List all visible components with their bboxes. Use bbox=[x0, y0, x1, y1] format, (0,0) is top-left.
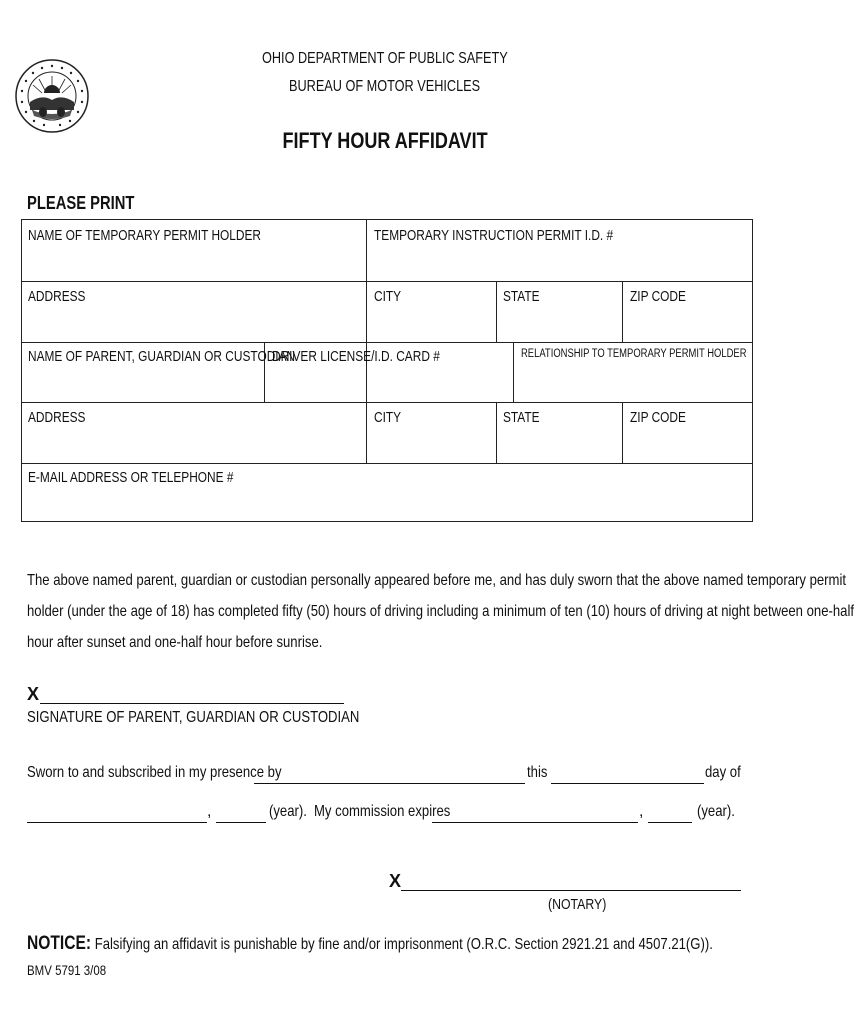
comma-2: , bbox=[639, 803, 644, 820]
sworn-by-line[interactable] bbox=[254, 783, 525, 784]
day-of-text: day of bbox=[705, 764, 741, 781]
commission-text: My commission expires bbox=[314, 803, 451, 820]
form-number: BMV 5791 3/08 bbox=[27, 962, 107, 978]
sworn-text: Sworn to and subscribed in my presence by bbox=[27, 764, 282, 781]
driver-license-field[interactable]: DRIVER LICENSE/I.D. CARD # bbox=[272, 349, 440, 365]
holder-city-field[interactable]: CITY bbox=[374, 289, 402, 305]
affidavit-statement bbox=[27, 565, 854, 658]
this-text: this bbox=[527, 764, 548, 781]
parent-signature-label: SIGNATURE OF PARENT, GUARDIAN OR CUSTODIAN bbox=[27, 709, 360, 726]
relationship-field[interactable]: RELATIONSHIP TO TEMPORARY PERMIT HOLDER bbox=[521, 348, 747, 360]
permit-holder-name-field[interactable]: NAME OF TEMPORARY PERMIT HOLDER bbox=[28, 228, 262, 244]
agency-line-1: OHIO DEPARTMENT OF PUBLIC SAFETY bbox=[262, 50, 508, 67]
parent-city-field[interactable]: CITY bbox=[374, 410, 402, 426]
ohio-seal-icon bbox=[14, 48, 90, 188]
notary-signature-x: X bbox=[389, 871, 402, 891]
year-text-2: (year). bbox=[697, 803, 735, 820]
holder-address-field[interactable]: ADDRESS bbox=[28, 289, 86, 305]
parent-name-field[interactable]: NAME OF PARENT, GUARDIAN OR CUSTODIAN bbox=[28, 349, 296, 365]
applicant-info-grid bbox=[21, 219, 753, 522]
email-phone-field[interactable]: E-MAIL ADDRESS OR TELEPHONE # bbox=[28, 470, 234, 486]
form-title bbox=[200, 128, 570, 154]
bureau-name bbox=[200, 78, 570, 96]
parent-signature-line[interactable] bbox=[40, 703, 344, 704]
please-print-heading: PLEASE PRINT bbox=[27, 193, 135, 213]
year-line[interactable] bbox=[216, 822, 266, 823]
form-title-text: FIFTY HOUR AFFIDAVIT bbox=[282, 128, 488, 153]
comma-1: , bbox=[207, 803, 212, 820]
month-line[interactable] bbox=[27, 822, 207, 823]
parent-zip-field[interactable]: ZIP CODE bbox=[630, 410, 686, 426]
notice bbox=[27, 933, 713, 955]
notice-text: Falsifying an affidavit is punishable by fine and/or imprisonment (O.R.C. Section 2921.21 and 4507.21(G)). bbox=[94, 936, 713, 953]
agency-name bbox=[200, 50, 570, 68]
permit-id-field[interactable]: TEMPORARY INSTRUCTION PERMIT I.D. # bbox=[374, 228, 614, 244]
holder-state-field[interactable]: STATE bbox=[503, 289, 540, 305]
statement-line-2: holder (under the age of 18) has completed fifty (50) hours of driving including a minimum of ten (10) hours of driving at night between one-half bbox=[27, 603, 854, 620]
holder-zip-field[interactable]: ZIP CODE bbox=[630, 289, 686, 305]
commission-expires-line[interactable] bbox=[432, 822, 638, 823]
statement-line-3: hour after sunset and one-half hour before sunrise. bbox=[27, 634, 323, 651]
statement-line-1: The above named parent, guardian or custodian personally appeared before me, and has duly sworn that the above named temporary permit bbox=[27, 572, 847, 589]
parent-signature-x: X bbox=[27, 684, 40, 704]
day-line[interactable] bbox=[551, 783, 704, 784]
notary-label: (NOTARY) bbox=[548, 896, 607, 913]
year-text: (year). bbox=[269, 803, 307, 820]
commission-year-line[interactable] bbox=[648, 822, 692, 823]
notary-signature-line[interactable] bbox=[401, 890, 741, 891]
parent-state-field[interactable]: STATE bbox=[503, 410, 540, 426]
notice-heading: NOTICE: bbox=[27, 933, 92, 954]
agency-line-2: BUREAU OF MOTOR VEHICLES bbox=[289, 78, 481, 95]
parent-address-field[interactable]: ADDRESS bbox=[28, 410, 86, 426]
